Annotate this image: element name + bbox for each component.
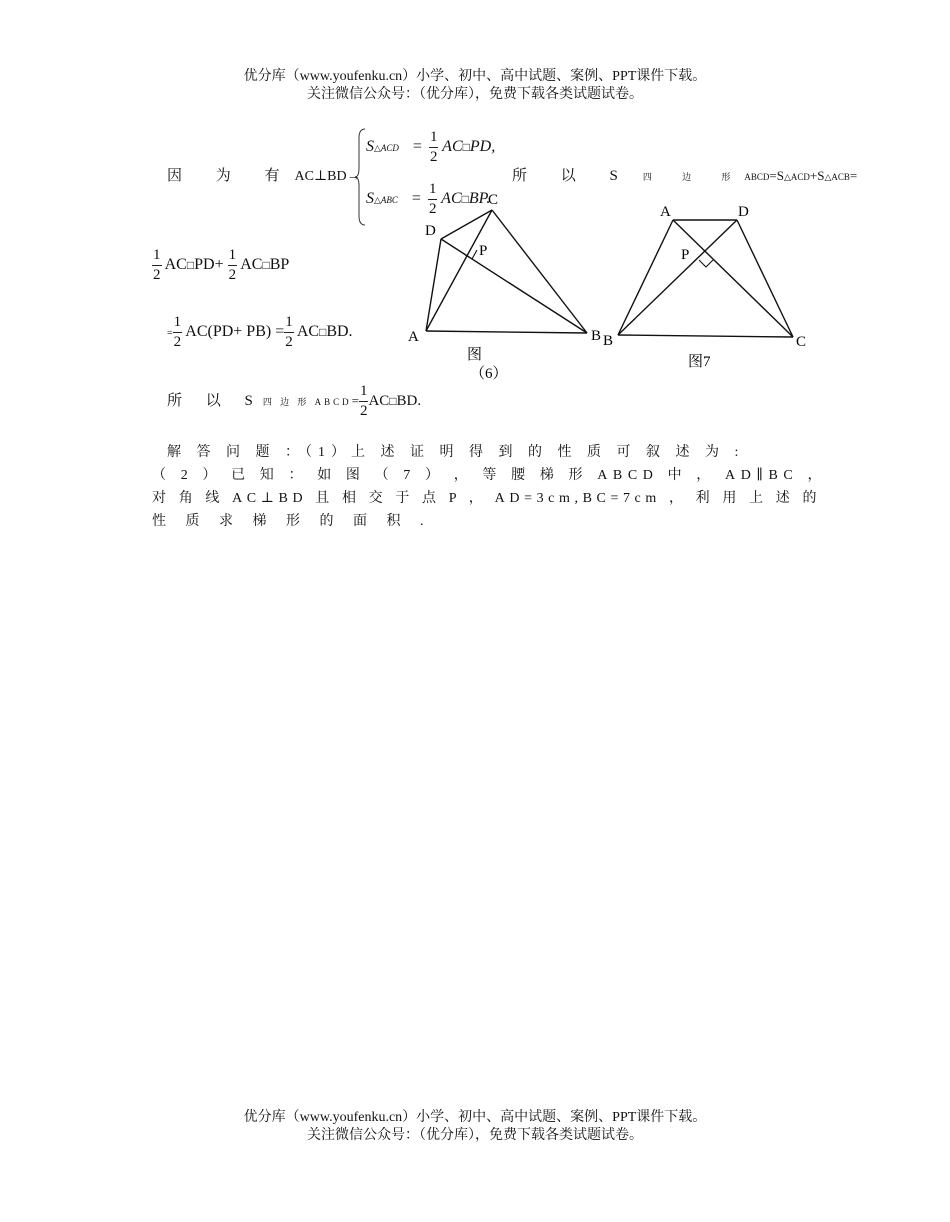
question-2-line-1: （ 2 ） 已 知 ： 如 图 （ 7 ） ， 等 腰 梯 形 ABCD 中 ， AD∥BC ， [152,468,828,483]
system-line-2: S△ABC = $\frac{1}{2}$ AC□BP. [366,181,491,217]
page-header-line2: 关注微信公众号：（优分库），免费下载各类试题试卷。 [307,87,643,102]
fig6-label-A: A [408,329,419,345]
fig7-label-D: D [738,204,749,220]
fig6-label-D: D [425,223,436,239]
so-quad-expression: 所 以 S 四 边 形ABCD=S△ACD+S△ACB= [512,168,858,184]
fig7-label-P: P [681,247,690,263]
because-label: 因 为 有AC⊥BD→ [167,168,361,184]
fig6-label-B: B [591,328,602,344]
proof-line-3: = $\frac{1}{2}$ AC(PD+ PB) = $\frac{1}{2}$ AC□BD. [167,314,353,350]
system-line-1: S△ACD = $\frac{1}{2}$ AC□PD, [366,129,496,165]
question-2-line-3: 性 质 求 梯 形 的 面 积 . [152,514,432,529]
fig6-label-C: C [488,192,499,208]
fig6-caption-2: （6） [470,366,508,382]
fig6-caption-1: 图 [467,347,483,363]
proof-line-4: 所 以 S四 边 形 ABCD= $\frac{1}{2}$ AC□BD. [167,383,422,419]
page-header-line1: 优分库（www.youfenku.cn）小学、初中、高中试题、案例、PPT课件下载。 [243,69,707,84]
fig7-label-C: C [796,334,807,350]
proof-line-2: $\frac{1}{2}$ AC□PD+ $\frac{1}{2}$ AC□BP [153,247,290,283]
figure-7-trapezoid [600,200,815,380]
question-1: 解 答 问 题 ：（1）上 述 证 明 得 到 的 性 质 可 叙 述 为 : [167,445,745,460]
fig7-label-B: B [603,333,614,349]
page-footer-line2: 关注微信公众号：（优分库），免费下载各类试题试卷。 [307,1128,643,1143]
fig6-label-P: P [479,243,488,259]
figure-6-quadrilateral [400,190,615,390]
page-footer-line1: 优分库（www.youfenku.cn）小学、初中、高中试题、案例、PPT课件下载。 [243,1110,707,1125]
fig7-label-A: A [660,204,671,220]
fig7-caption: 图7 [688,354,711,370]
question-2-line-2: 对 角 线 AC⊥BD 且 相 交 于 点 P ， AD=3cm,BC=7cm ， 利 用 上 述 的 [152,491,822,506]
